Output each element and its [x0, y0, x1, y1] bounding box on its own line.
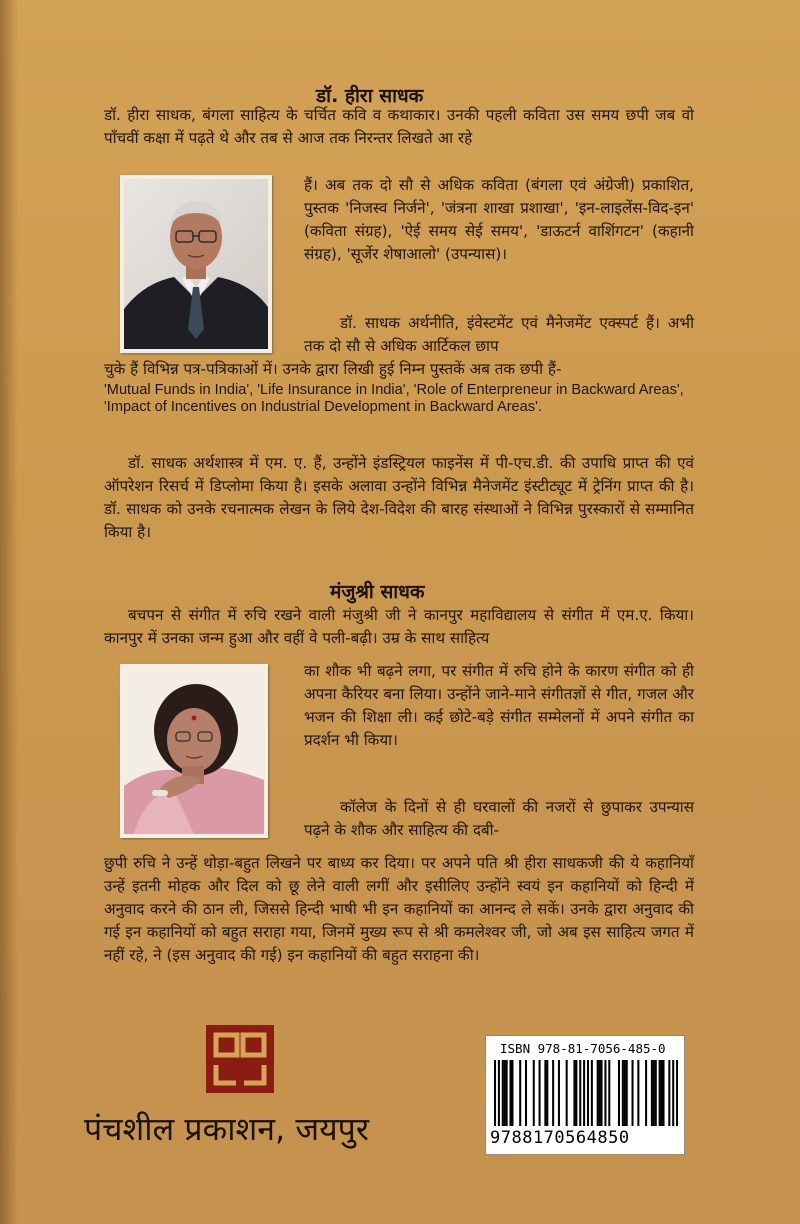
barcode-bar [608, 1060, 610, 1126]
barcode-bar [597, 1060, 599, 1126]
barcode-bar [558, 1060, 560, 1126]
author-heading: डॉ. हीरा साधक [316, 85, 424, 107]
barcode-bar [504, 1060, 506, 1126]
translator-reading: कॉलेज के दिनों से ही घरवालों की नजरों से छुपाकर उपन्यास पढ़ने के शौक और साहित्य की दबी- [304, 798, 694, 839]
barcode-bar [546, 1060, 548, 1126]
publisher-name: पंचशील प्रकाशन, जयपुर [84, 1110, 369, 1148]
barcode-bar [502, 1060, 504, 1126]
isbn-barcode [485, 1035, 685, 1155]
translator-closing: छुपी रुचि ने उन्हें थोड़ा-बहुत लिखने पर बाध्य कर दिया। पर अपने पति श्री हीरा साधकजी की ये कहानियाँ उन्हें इतनी मोहक और दिल को छू लेने वाली लगीं और इसीलिए उन्होंने स्वयं इन कहानियों को हिन्दी में अनुवाद करने की ठान ली, जिससे हिन्दी भाषी भी इन कहानियों का आनन्द ले सकें। उनके द्वारा अनुवाद की गई इन कहानियों को बहुत सराहा गया, जिनमें मुख्य रूप से श्री कमलेश्वर जी, जो अब इस साहित्य जगत में नहीं रहे, ने (इस अनुवाद की गई) इन कहानियों की बहुत सराहना की। [104, 854, 694, 964]
author-photo [120, 175, 272, 353]
barcode-bar [511, 1060, 513, 1126]
barcode-bar [573, 1060, 575, 1126]
translator-heading: मंजुश्री साधक [330, 581, 425, 603]
barcode-bar [533, 1060, 535, 1126]
author-books-list: 'Mutual Funds in India', 'Life Insurance in India', 'Role of Enterpreneur in Backward Areas', 'Impact of Incentives on Industrial Development in Backward Areas'. [104, 382, 684, 415]
barcode-bar [659, 1060, 661, 1126]
translator-photo [120, 664, 268, 838]
publisher-logo-icon [206, 1025, 274, 1093]
translator-intro: बचपन से संगीत में रुचि रखने वाली मंजुश्री जी ने कानपुर महाविद्यालय से संगीत में एम.ए. किया। कानपुर में उनका जन्म हुआ और वहीं वे पली-बढ़ी। उम्र के साथ साहित्य [104, 606, 694, 647]
barcode-bar [579, 1060, 581, 1126]
author-education: डॉ. साधक अर्थशास्त्र में एम. ए. हैं, उन्होंने इंडस्ट्रियल फाइनेंस में पी-एच.डी. की उपाधि प्राप्त की एवं ऑपरेशन रिसर्च में डिप्लोमा किया है। इसके अलावा उन्होंने विभिन्न मैनेजमेंट इंस्टीट्यूट में ट्रेनिंग प्राप्त की है। डॉ. साधक को उनके रचनात्मक लेखन के लिये देश-विदेश की बारह संस्थाओं ने विभिन्न पुरस्कारों से सम्मानित किया है। [104, 454, 694, 541]
barcode-bar [626, 1060, 628, 1126]
barcode-bar [599, 1060, 601, 1126]
barcode-bar [663, 1060, 665, 1126]
barcode-bar [653, 1060, 655, 1126]
barcode-bar [655, 1060, 657, 1126]
barcode-bar [604, 1060, 606, 1126]
author-intro: डॉ. हीरा साधक, बंगला साहित्य के चर्चित कवि व कथाकार। उनकी पहली कविता उस समय छपी जब वो पाँचवीं कक्षा में पढ़ते थे और तब से आज तक निरन्तर लिखते आ रहे [104, 106, 694, 147]
barcode-bar [624, 1060, 626, 1126]
barcode-bar [601, 1060, 603, 1126]
barcode-bar [506, 1060, 508, 1126]
barcode-bar [622, 1060, 624, 1126]
isbn-label: ISBN 978-81-7056-485-0 [500, 1041, 666, 1056]
spine-shadow [0, 0, 18, 1224]
barcode-bar [632, 1060, 634, 1126]
ean-digits: 9788170564850 [490, 1128, 630, 1148]
barcode-bar [525, 1060, 527, 1126]
barcode-bar [676, 1060, 678, 1126]
barcode-bar [494, 1060, 496, 1126]
barcode-bar [661, 1060, 663, 1126]
barcode-bar [637, 1060, 639, 1126]
author-expertise: डॉ. साधक अर्थनीति, इंवेस्टमेंट एवं मैनेजमेंट एक्स्पर्ट हैं। अभी तक दो सौ से अधिक आर्टिकल छाप [304, 314, 694, 355]
barcode-bar [591, 1060, 593, 1126]
barcode-bar [544, 1060, 546, 1126]
barcode-bar [539, 1060, 541, 1126]
author-works: हैं। अब तक दो सौ से अधिक कविता (बंगला एवं अंग्रेजी) प्रकाशित, पुस्तक 'निजस्व निर्जने', 'जंत्रना शाखा प्रशाखा', 'इन-लाइलेंस-विद-इन' (कविता संग्रह), 'ऐई समय सेई समय', 'डाऊटर्न वाशिंगटन' (कहानी संग्रह), 'सूर्जेर शेषाआलो' (उपन्यास)। [304, 176, 694, 263]
barcode-bars [494, 1060, 678, 1128]
author-portrait-image [124, 179, 268, 349]
translator-career: का शौक भी बढ़ने लगा, पर संगीत में रुचि होने के कारण संगीत को ही अपना कैरियर बना लिया। उन्होंने जाने-माने संगीतज्ञों से गीत, गजल और भजन की शिक्षा ली। कई छोटे-बड़े संगीत सम्मेलनों में अपने संगीत का प्रदर्शन भी किया। [304, 662, 694, 749]
translator-portrait-image [124, 668, 264, 834]
barcode-bar [645, 1060, 647, 1126]
author-books-intro: चुके हैं विभिन्न पत्र-पत्रिकाओं में। उनके द्वारा लिखी हुई निम्न पुस्तकें अब तक छपी हैं- [104, 360, 562, 378]
barcode-bar [587, 1060, 589, 1126]
barcode-bar [575, 1060, 577, 1126]
barcode-bar [519, 1060, 521, 1126]
barcode-bar [651, 1060, 653, 1126]
barcode-bar [672, 1060, 674, 1126]
barcode-bar [668, 1060, 670, 1126]
barcode-bar [566, 1060, 568, 1126]
barcode-bar [618, 1060, 620, 1126]
barcode-bar [509, 1060, 511, 1126]
barcode-bar [552, 1060, 554, 1126]
barcode-bar [583, 1060, 585, 1126]
barcode-bar [498, 1060, 500, 1126]
